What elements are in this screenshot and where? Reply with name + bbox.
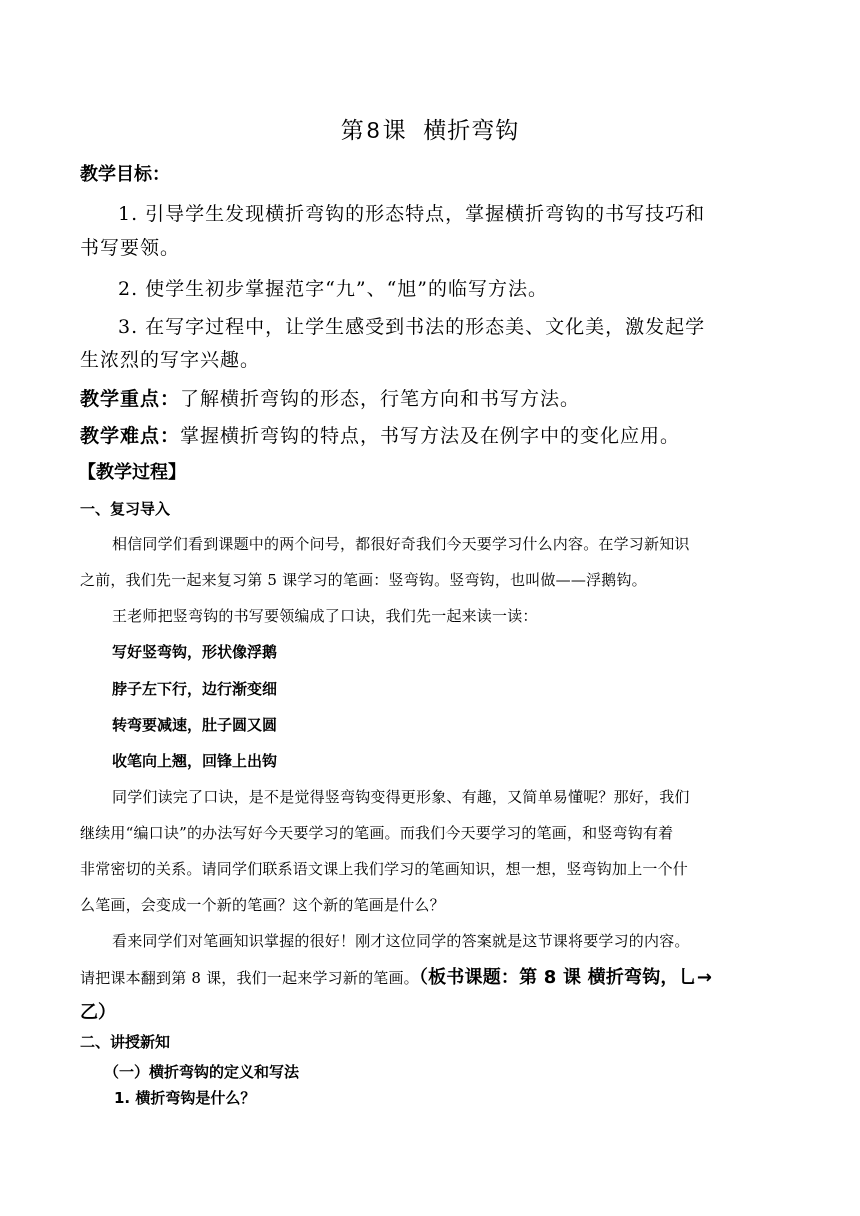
title-suffix: 课 横折弯钩 [382, 118, 520, 144]
process-heading: 【教学过程】 [78, 462, 186, 483]
title-prefix: 第 [340, 118, 365, 144]
teaching-difficulty [80, 421, 782, 448]
paragraph-2: 王老师把竖弯钩的书写要领编成了口诀，我们先一起来读一读： [112, 607, 538, 625]
paragraph-3-line-2: 继续用“编口诀”的办法写好今天要学习的笔画。而我们今天要学习的笔画，和竖弯钩有着 [80, 824, 674, 842]
focus-text: 了解横折弯钩的形态，行笔方向和书写方法。 [180, 388, 581, 410]
goal-2: 2. 使学生初步掌握范字“九”、“旭”的临写方法。 [118, 278, 549, 300]
goal-3-line-1: 3. 在写字过程中，让学生感受到书法的形态美、文化美，激发起学 [118, 316, 706, 338]
rhyme-line-4: 收笔向上翘，回锋上出钩 [112, 752, 278, 770]
rhyme-line-2: 脖子左下行，边行渐变细 [112, 680, 278, 698]
paragraph-4-text: 请把课本翻到第 8 课，我们一起来学习新的笔画。 [80, 969, 419, 987]
goal-1-line-1: 1. 引导学生发现横折弯钩的形态特点，掌握横折弯钩的书写技巧和 [118, 203, 706, 225]
subsection-1-item-1: 1. 横折弯钩是什么？ [114, 1089, 256, 1107]
goal-1-line-2: 书写要领。 [80, 237, 181, 259]
difficulty-label: 教学难点： [80, 425, 181, 447]
teaching-focus [80, 384, 782, 411]
title-lesson-number: 8 [366, 117, 381, 143]
paragraph-3-line-4: 么笔画，会变成一个新的笔画？这个新的笔画是什么？ [80, 896, 445, 914]
paragraph-3-line-3: 非常密切的关系。请同学们联系语文课上我们学习的笔画知识，想一想，竖弯钩加上一个什 [80, 860, 689, 878]
goal-3-line-2: 生浓烈的写字兴趣。 [80, 349, 261, 371]
paragraph-3-line-1: 同学们读完了口诀，是不是觉得竖弯钩变得更形象、有趣，又简单易懂呢？那好，我们 [112, 788, 690, 806]
goals-heading: 教学目标： [80, 164, 170, 185]
focus-label: 教学重点： [80, 388, 181, 410]
page-title [0, 112, 860, 145]
subsection-1-heading: （一）横折弯钩的定义和写法 [104, 1063, 300, 1081]
paragraph-4-line-1: 看来同学们对笔画知识掌握的很好！刚才这位同学的答案就是这节课将要学习的内容。 [112, 932, 690, 950]
section-1-heading: 一、复习导入 [80, 500, 171, 518]
paragraph-1-line-2: 之前，我们先一起来复习第 5 课学习的笔画：竖弯钩。竖弯钩，也叫做——浮鹅钩。 [80, 571, 647, 589]
section-2-heading: 二、讲授新知 [80, 1033, 171, 1051]
board-title-note-end: 乙） [80, 1002, 116, 1023]
difficulty-text: 掌握横折弯钩的特点，书写方法及在例字中的变化应用。 [180, 425, 681, 447]
board-title-note: （板书课题：第 8 课 横折弯钩，乚→ [418, 967, 713, 988]
paragraph-4-line-2 [80, 963, 782, 989]
paragraph-1-line-1: 相信同学们看到课题中的两个问号，都很好奇我们今天要学习什么内容。在学习新知识 [112, 535, 690, 553]
rhyme-line-1: 写好竖弯钩，形状像浮鹅 [112, 643, 278, 661]
rhyme-line-3: 转弯要减速，肚子圆又圆 [112, 716, 278, 734]
